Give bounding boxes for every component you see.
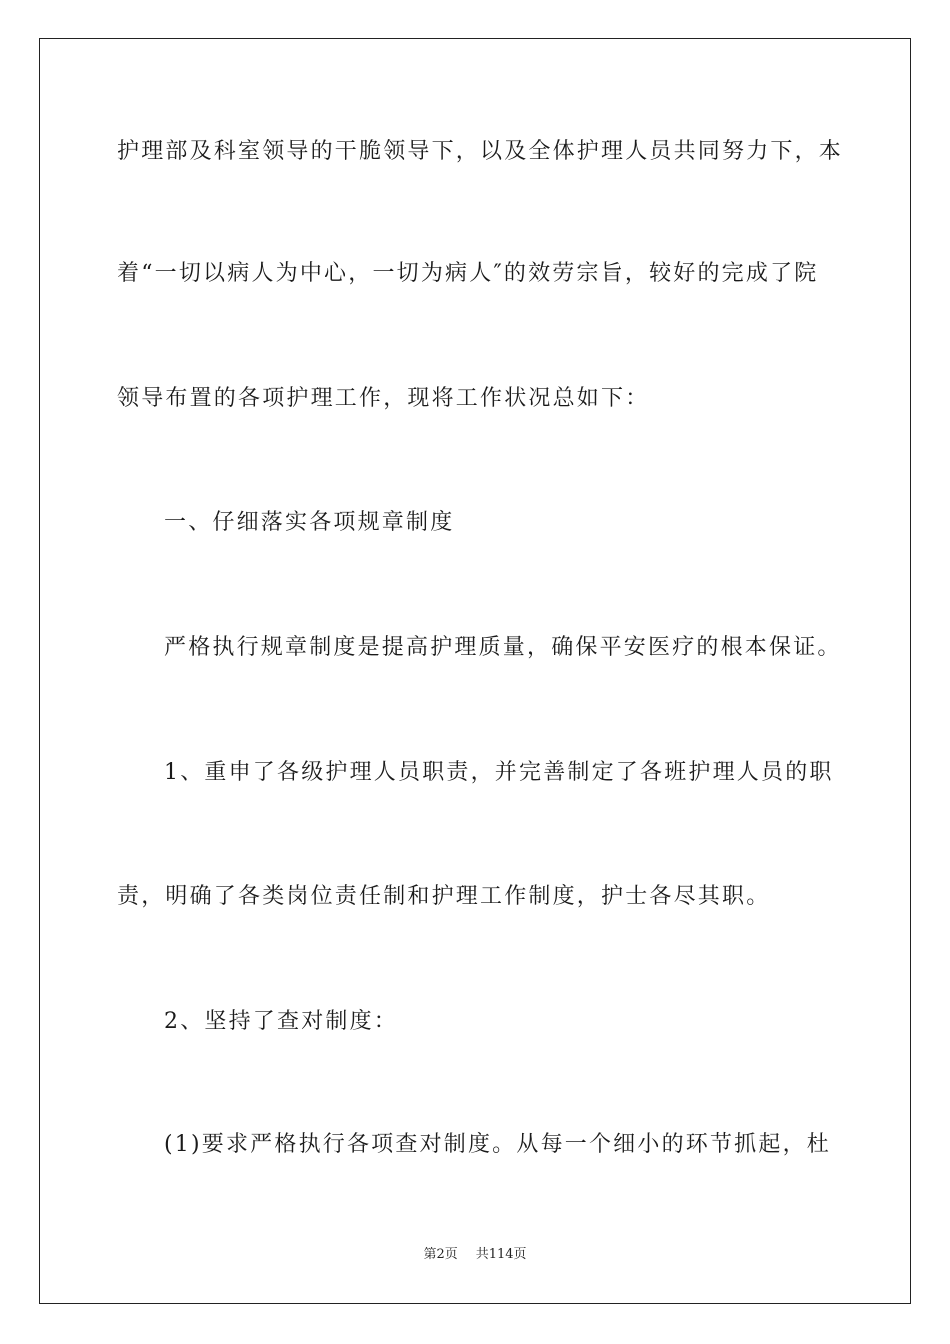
page-border [39, 38, 911, 1304]
section-heading: 一、仔细落实各项规章制度 [164, 510, 455, 535]
body-text-line: 严格执行规章制度是提高护理质量，确保平安医疗的根本保证。 [164, 635, 842, 660]
page-footer [0, 1246, 950, 1264]
page-number: 第2页 [423, 1247, 458, 1262]
total-pages: 共114页 [475, 1247, 527, 1262]
body-text-line: 领导布置的各项护理工作，现将工作状况总如下： [117, 386, 650, 411]
body-text-line: 责，明确了各类岗位责任制和护理工作制度，护士各尽其职。 [117, 884, 771, 909]
body-text-line: (1)要求严格执行各项查对制度。从每一个细小的环节抓起，杜 [164, 1132, 831, 1157]
body-text-line: 着“一切以病人为中心，一切为病人″的效劳宗旨，较好的完成了院 [117, 261, 819, 286]
body-text-line: 1、重申了各级护理人员职责，并完善制定了各班护理人员的职 [164, 760, 834, 785]
body-text-line: 护理部及科室领导的干脆领导下，以及全体护理人员共同努力下，本 [117, 139, 844, 164]
body-text-line: 2、坚持了查对制度： [164, 1009, 398, 1034]
